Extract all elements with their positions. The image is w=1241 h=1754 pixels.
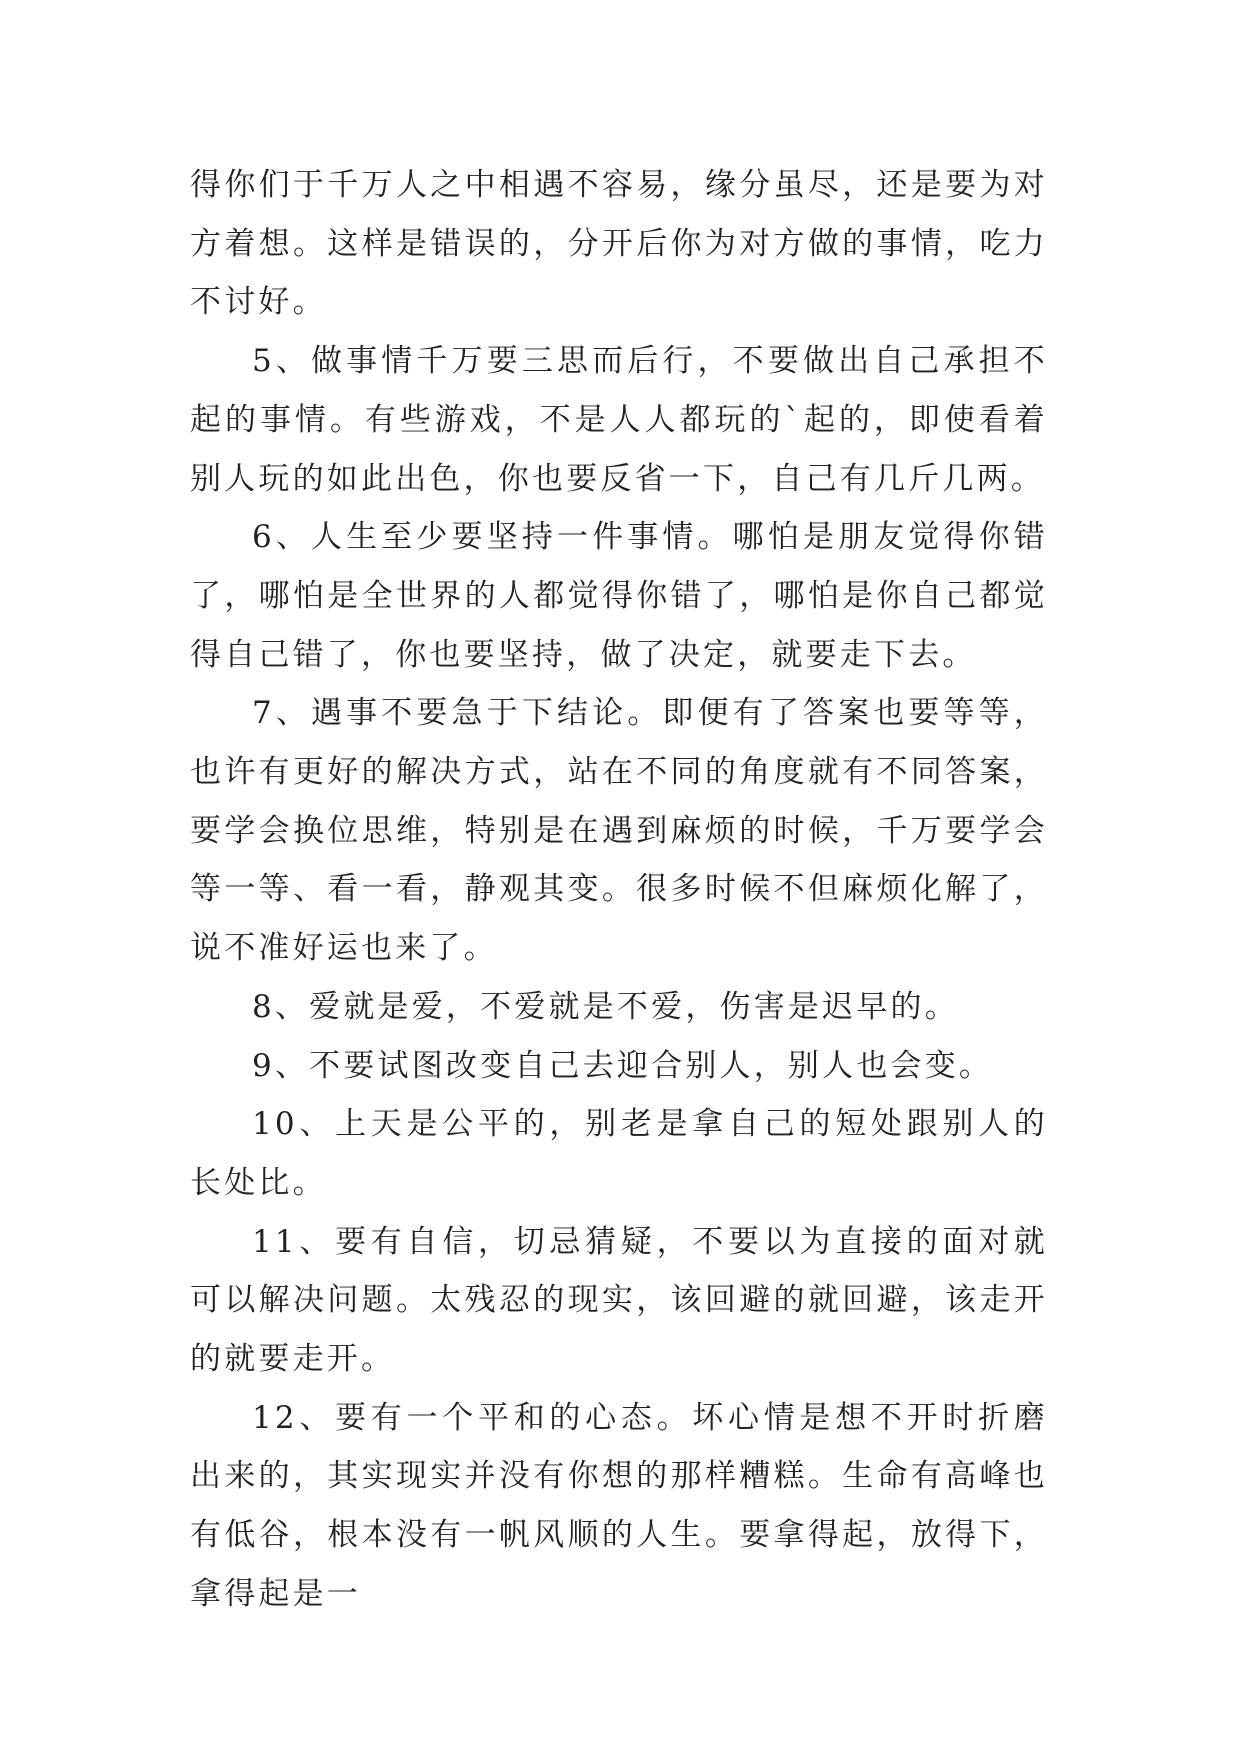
- paragraph-item-8: 8、爱就是爱，不爱就是不爱，伤害是迟早的。: [252, 988, 959, 1025]
- paragraph-item-11: 11、要有自信，切忌猜疑，不要以为直接的面对就可以解决问题。太残忍的现实，该回避的就回避，该走开的就要走开。: [190, 1223, 1048, 1378]
- paragraph-item-7: 7、遇事不要急于下结论。即便有了答案也要等等，也许有更好的解决方式，站在不同的角度就有不同答案，要学会换位思维，特别是在遇到麻烦的时候，千万要学会等一等、看一看，静观其变。很多时候不但麻烦化解了，说不准好运也来了。: [190, 695, 1048, 967]
- paragraph-item-6: 6、人生至少要坚持一件事情。哪怕是朋友觉得你错了，哪怕是全世界的人都觉得你错了，哪怕是你自己都觉得自己错了，你也要坚持，做了决定，就要走下去。: [190, 519, 1048, 673]
- paragraph-item-5: 5、做事情千万要三思而后行，不要做出自己承担不起的事情。有些游戏，不是人人都玩的`起的，即使看着别人玩的如此出色，你也要反省一下，自己有几斤几两。: [190, 343, 1048, 497]
- paragraph-item-12: 12、要有一个平和的心态。坏心情是想不开时折磨出来的，其实现实并没有你想的那样糟糕。生命有高峰也有低谷，根本没有一帆风顺的人生。要拿得起，放得下，拿得起是一: [190, 1399, 1048, 1612]
- paragraph-item-10: 10、上天是公平的，别老是拿自己的短处跟别人的长处比。: [190, 1106, 1048, 1201]
- document-body: [190, 156, 1048, 1624]
- paragraph-item-9: 9、不要试图改变自己去迎合别人，别人也会变。: [252, 1047, 994, 1084]
- paragraph-continuation: 得你们于千万人之中相遇不容易，缘分虽尽，还是要为对方着想。这样是错误的，分开后你为对方做的事情，吃力不讨好。: [190, 167, 1048, 321]
